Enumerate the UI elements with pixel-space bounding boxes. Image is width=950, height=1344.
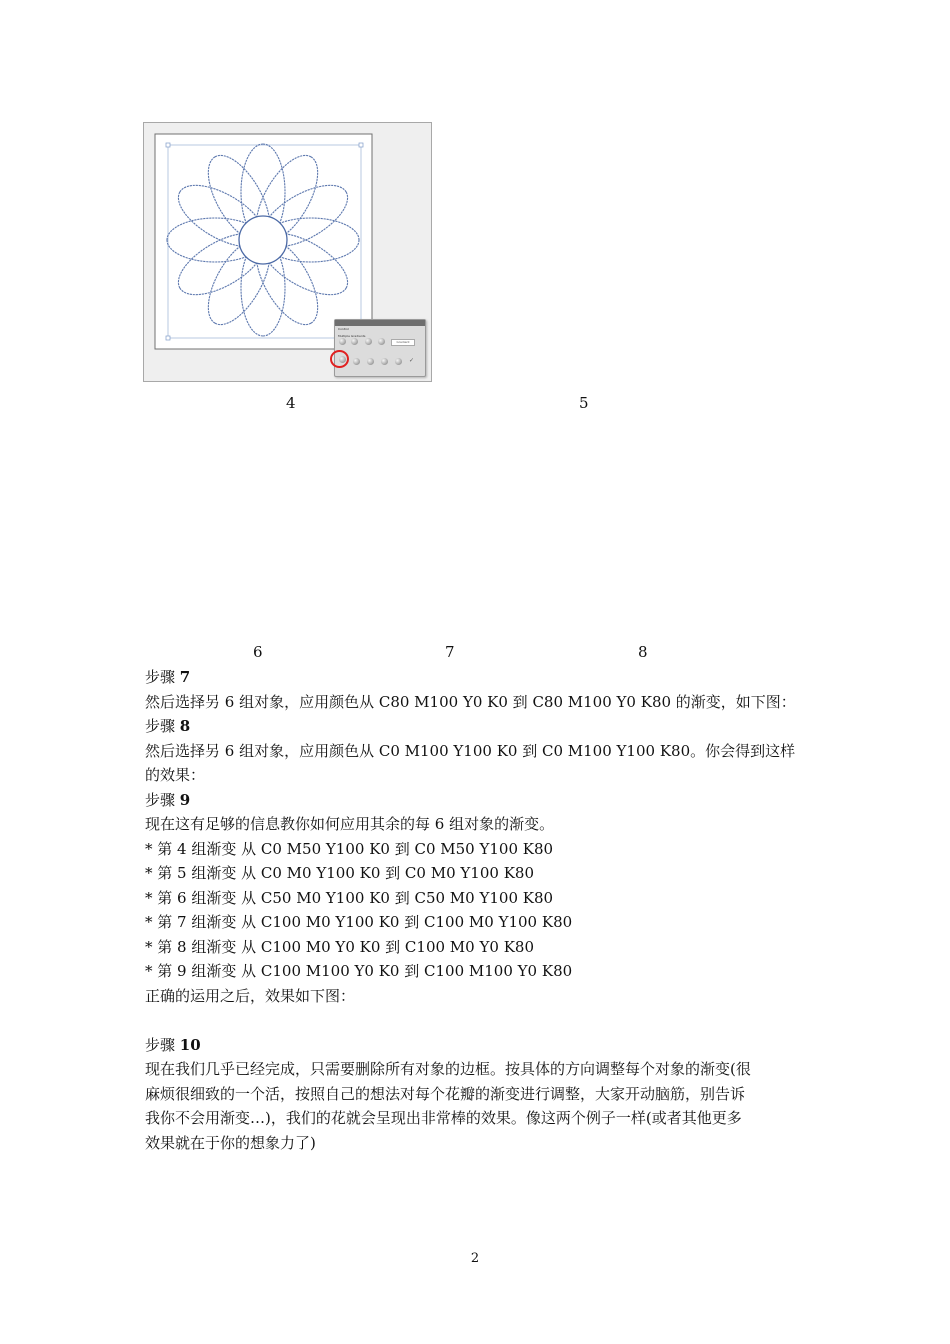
- panel-label: Multiple Gradients: [338, 334, 366, 338]
- list-item: * 第 5 组渐变 从 C0 M0 Y100 K0 到 C0 M0 Y100 K80: [145, 864, 534, 882]
- paragraph-line: 现在这有足够的信息教你如何应用其余的每 6 组对象的渐变。: [145, 815, 555, 833]
- paragraph-line: 然后选择另 6 组对象，应用颜色从 C0 M100 Y100 K0 到 C0 M100 Y100 K80。你会得到这样: [145, 741, 796, 760]
- checkmark-icon[interactable]: ✓: [409, 357, 415, 364]
- gradient-icon[interactable]: [339, 338, 346, 345]
- gradient-icon[interactable]: [395, 358, 402, 365]
- gradient-icon[interactable]: [378, 338, 385, 345]
- paragraph-line: 的效果：: [145, 766, 206, 784]
- list-item: * 第 4 组渐变 从 C0 M50 Y100 K0 到 C0 M50 Y100 K80: [145, 839, 554, 858]
- step-heading: 步骤 7: [145, 668, 191, 686]
- figure-spirograph-screenshot: [143, 122, 432, 382]
- step-heading: 步骤 10: [145, 1035, 201, 1054]
- paragraph-line: 麻烦很细致的一个活，按照自己的想法对每个花瓣的渐变进行调整，大家开动脑筋，别告诉: [145, 1084, 746, 1103]
- gradient-icon[interactable]: [351, 338, 358, 345]
- blank-line: [145, 1008, 810, 1033]
- body-text: [145, 665, 810, 1155]
- page-number: 2: [470, 1251, 480, 1266]
- list-item: * 第 9 组渐变 从 C100 M100 Y0 K0 到 C100 M100 Y0 K80: [145, 962, 573, 980]
- caption-6: 6: [253, 643, 263, 661]
- panel-titlebar: [335, 320, 425, 326]
- gradient-icon[interactable]: [353, 358, 360, 365]
- paragraph-line: 然后选择另 6 组对象，应用颜色从 C80 M100 Y0 K0 到 C80 M100 Y0 K80 的渐变，如下图：: [145, 692, 796, 711]
- gradient-panel: [334, 319, 426, 377]
- list-item: * 第 6 组渐变 从 C50 M0 Y100 K0 到 C50 M0 Y100 K80: [145, 888, 554, 907]
- step-heading: 步骤 9: [145, 790, 191, 809]
- caption-7: 7: [445, 643, 455, 661]
- paragraph-line: 现在我们几乎已经完成，只需要删除所有对象的边框。按具体的方向调整每个对象的渐变(很: [145, 1060, 751, 1078]
- paragraph-line: 效果就在于你的想象力了): [145, 1133, 316, 1152]
- highlight-circle: [330, 350, 349, 368]
- caption-4: 4: [286, 394, 296, 412]
- caption-5: 5: [579, 394, 589, 412]
- gradient-icon[interactable]: [381, 358, 388, 365]
- paragraph-line: 正确的运用之后，效果如下图：: [145, 986, 356, 1005]
- step-heading: 步骤 8: [145, 717, 191, 735]
- caption-8: 8: [638, 643, 648, 661]
- panel-field[interactable]: Gradient: [391, 339, 415, 346]
- gradient-icon[interactable]: [367, 358, 374, 365]
- list-item: * 第 7 组渐变 从 C100 M0 Y100 K0 到 C100 M0 Y100 K80: [145, 913, 573, 931]
- panel-tab: Control: [338, 327, 349, 331]
- list-item: * 第 8 组渐变 从 C100 M0 Y0 K0 到 C100 M0 Y0 K80: [145, 937, 534, 956]
- paragraph-line: 我你不会用渐变…)，我们的花就会呈现出非常棒的效果。像这两个例子一样(或者其他更多: [145, 1109, 742, 1127]
- gradient-icon[interactable]: [365, 338, 372, 345]
